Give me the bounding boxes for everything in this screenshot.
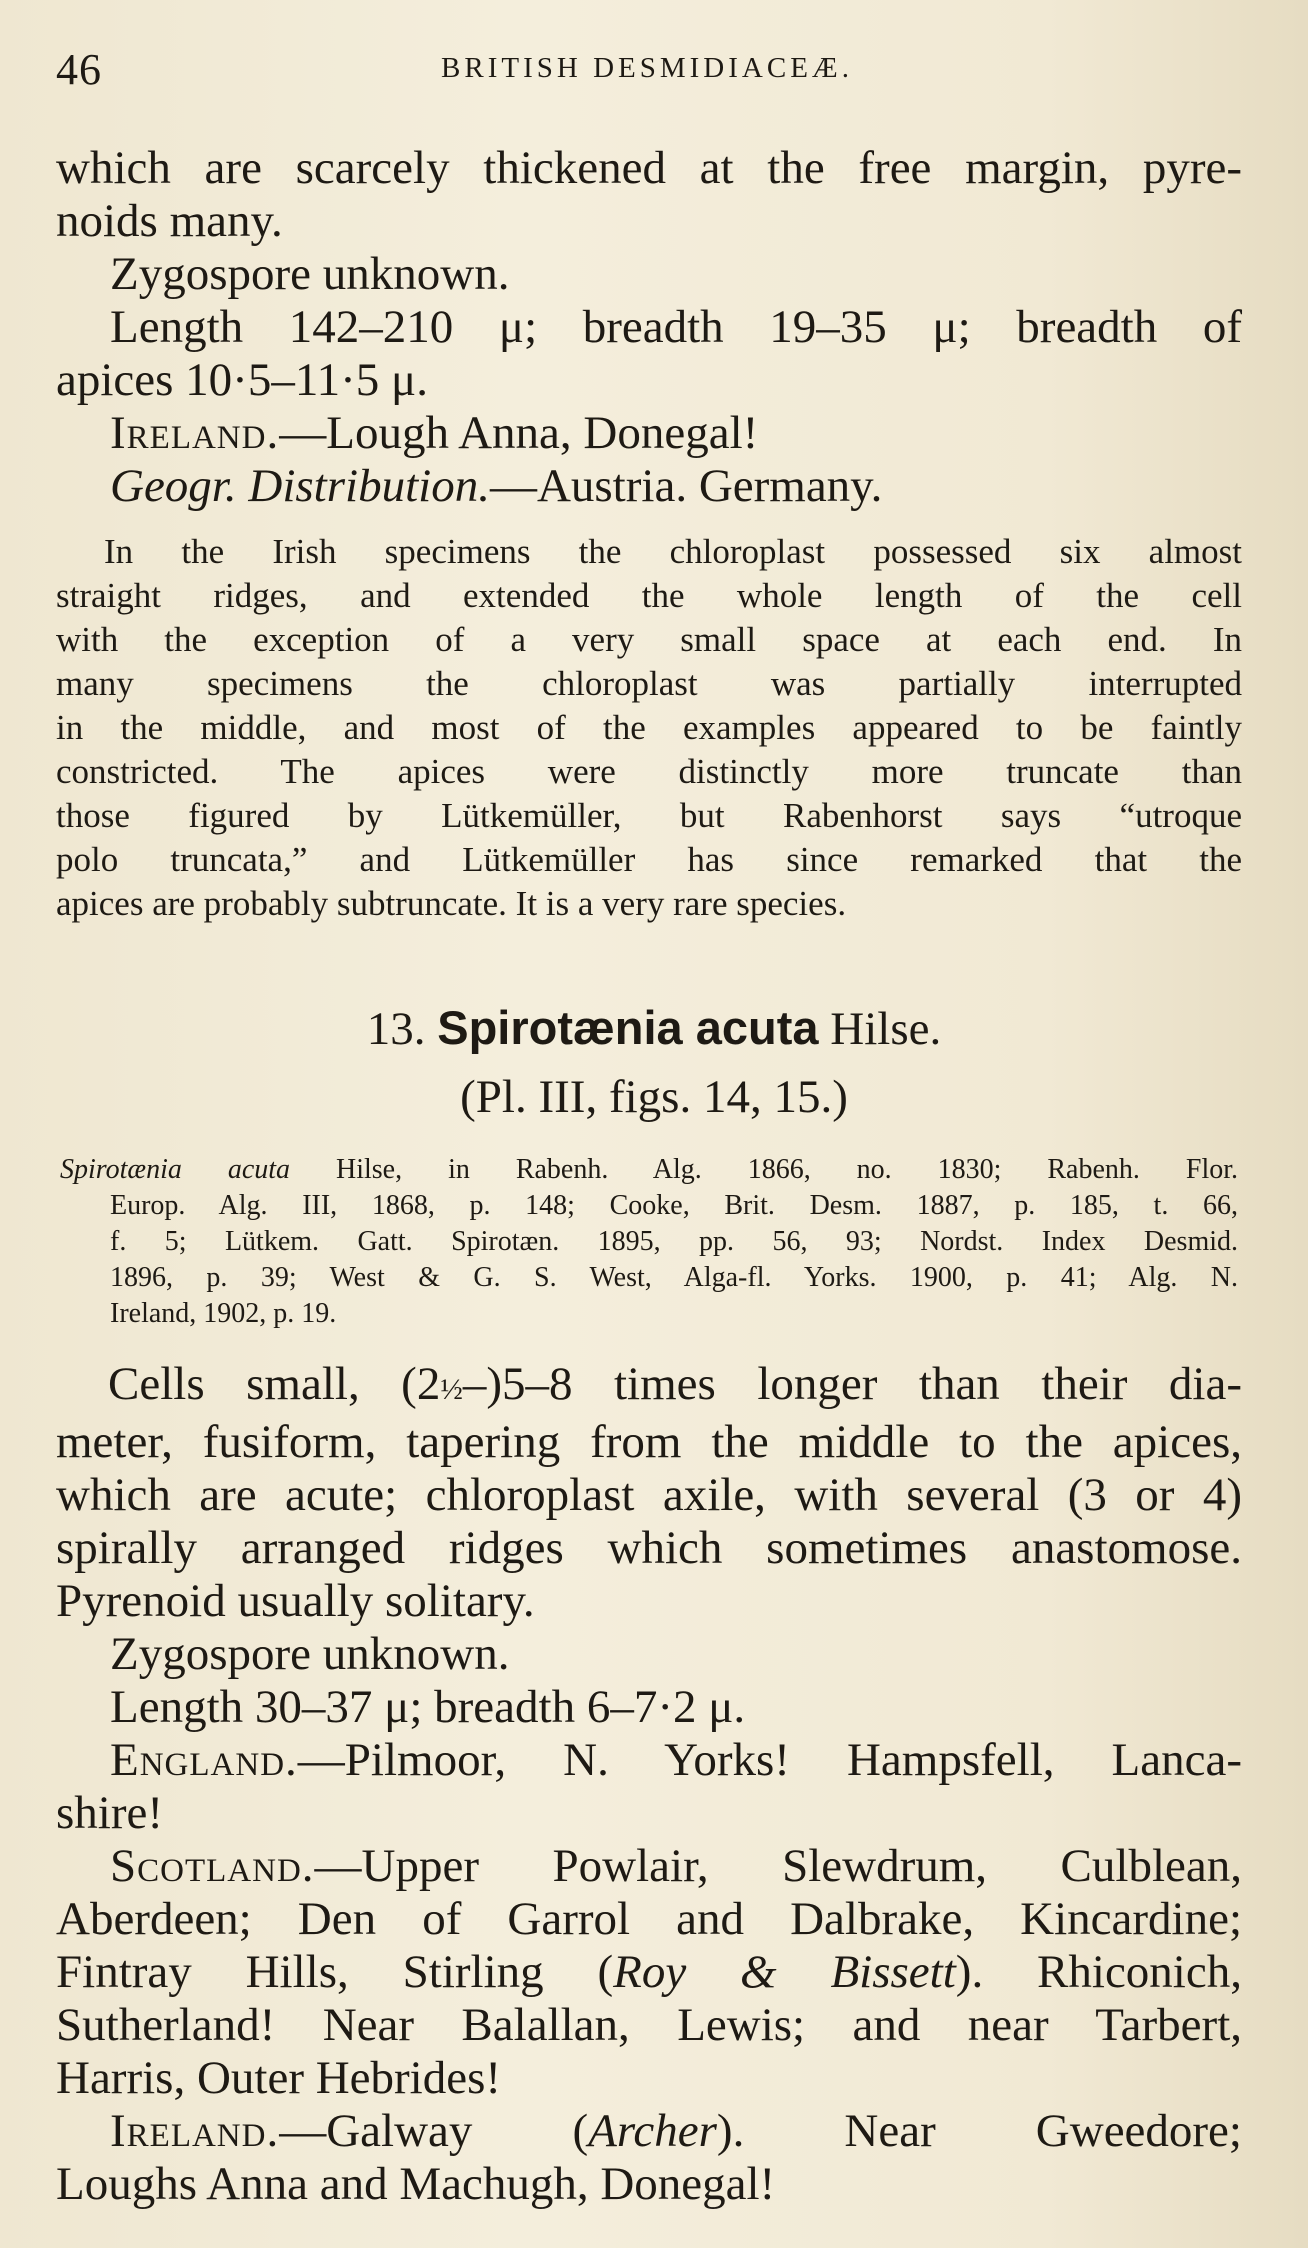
synonymy — [60, 1152, 1239, 1332]
description — [56, 1358, 1242, 2211]
distribution-label: Geogr. Distribution. — [110, 460, 490, 512]
locality-line: Sutherland! Near Balallan, Lewis; and near Tarbert, — [56, 1999, 1242, 2051]
species-author: Hilse. — [830, 1003, 942, 1055]
description-line: meter, fusiform, tapering from the middle to the apices, — [56, 1416, 1242, 1468]
fraction: ½ — [440, 1373, 463, 1406]
synonymy-line: Europ. Alg. III, 1868, p. 148; Cooke, Brit. Desm. 1887, p. 185, t. 66, — [110, 1190, 1238, 1221]
plate-reference: (Pl. III, figs. 14, 15.) — [460, 1071, 848, 1123]
text-line: which are scarcely thickened at the free margin, pyre- — [56, 142, 1242, 194]
locality-line: shire! — [56, 1787, 164, 1839]
species-name: Spirotænia acuta — [437, 1001, 819, 1054]
distribution-text: —Austria. Germany. — [489, 460, 883, 512]
measurement-line: Length 142–210 μ; breadth 19–35 μ; breadth of — [110, 301, 1242, 353]
synonymy-text: Hilse, in Rabenh. Alg. 1866, no. 1830; Rabenh. Flor. — [290, 1154, 1239, 1185]
locality-line: Harris, Outer Hebrides! — [56, 2052, 502, 2104]
description-line: Cells small, (2½–)5–8 times longer than their dia- — [108, 1358, 1242, 1410]
ireland-text: —Lough Anna, Donegal! — [279, 407, 759, 459]
ireland-locality: Ireland.—Galway (Archer). Near Gweedore; — [110, 2105, 1242, 2157]
zygospore-line: Zygospore unknown. — [110, 1628, 510, 1680]
locality-line: Aberdeen; Den of Garrol and Dalbrake, Kincardine; — [56, 1893, 1242, 1945]
england-label: England. — [110, 1734, 298, 1786]
ireland-label: Ireland. — [110, 407, 280, 459]
measurement-line: apices 10·5–11·5 μ. — [56, 354, 428, 406]
description-line: which are acute; chloroplast axile, with several (3 or 4) — [56, 1469, 1242, 1521]
collector-names: Roy & Bissett — [613, 1946, 956, 1998]
note-line: constricted. The apices were distinctly more truncate than — [56, 752, 1242, 791]
synonymy-line — [60, 1152, 1238, 1188]
distribution-line — [56, 460, 1242, 513]
top-section — [56, 142, 1242, 513]
note-line: In the Irish specimens the chloroplast possessed six almost — [104, 532, 1242, 571]
synonymy-line: f. 5; Lütkem. Gatt. Spirotæn. 1895, pp. 56, 93; Nordst. Index Desmid. — [110, 1226, 1238, 1257]
england-locality: England.—Pilmoor, N. Yorks! Hampsfell, Lanca- — [110, 1734, 1242, 1786]
note-line: in the middle, and most of the examples appeared to be faintly — [56, 708, 1242, 747]
note-line: many specimens the chloroplast was partially interrupted — [56, 664, 1242, 703]
collector-name: Archer — [588, 2105, 717, 2157]
zygospore-line: Zygospore unknown. — [110, 248, 510, 300]
running-head: BRITISH DESMIDIACEÆ. — [441, 52, 853, 84]
ireland-locality — [56, 407, 1242, 460]
locality-line: Loughs Anna and Machugh, Donegal! — [56, 2158, 776, 2210]
page-number: 46 — [56, 45, 102, 94]
synonymy-line: 1896, p. 39; West & G. S. West, Alga-fl. Yorks. 1900, p. 41; Alg. N. — [110, 1262, 1238, 1293]
note-paragraph — [56, 530, 1242, 926]
page-header — [56, 44, 1238, 104]
species-number: 13. — [366, 1003, 426, 1055]
locality-line: Fintray Hills, Stirling (Roy & Bissett). Rhiconich, — [56, 1946, 1242, 1998]
measurement-line: Length 30–37 μ; breadth 6–7·2 μ. — [110, 1681, 746, 1733]
species-heading — [0, 1000, 1308, 1056]
scotland-locality: Scotland.—Upper Powlair, Slewdrum, Culblean, — [110, 1840, 1242, 1892]
note-line: apices are probably subtruncate. It is a very rare species. — [56, 884, 847, 923]
note-line: those figured by Lütkemüller, but Rabenhorst says “utroque — [56, 796, 1242, 835]
note-line: polo truncata,” and Lütkemüller has since remarked that the — [56, 840, 1242, 879]
scotland-label: Scotland. — [110, 1840, 315, 1892]
description-line: Pyrenoid usually solitary. — [56, 1575, 535, 1627]
synonymy-line: Ireland, 1902, p. 19. — [110, 1298, 337, 1329]
note-line: with the exception of a very small space at each end. In — [56, 620, 1242, 659]
text-line: noids many. — [56, 195, 283, 247]
description-line: spirally arranged ridges which sometimes anastomose. — [56, 1522, 1242, 1574]
note-line: straight ridges, and extended the whole length of the cell — [56, 576, 1242, 615]
ireland-label: Ireland. — [110, 2105, 280, 2157]
synonymy-species: Spirotænia acuta — [60, 1154, 291, 1185]
